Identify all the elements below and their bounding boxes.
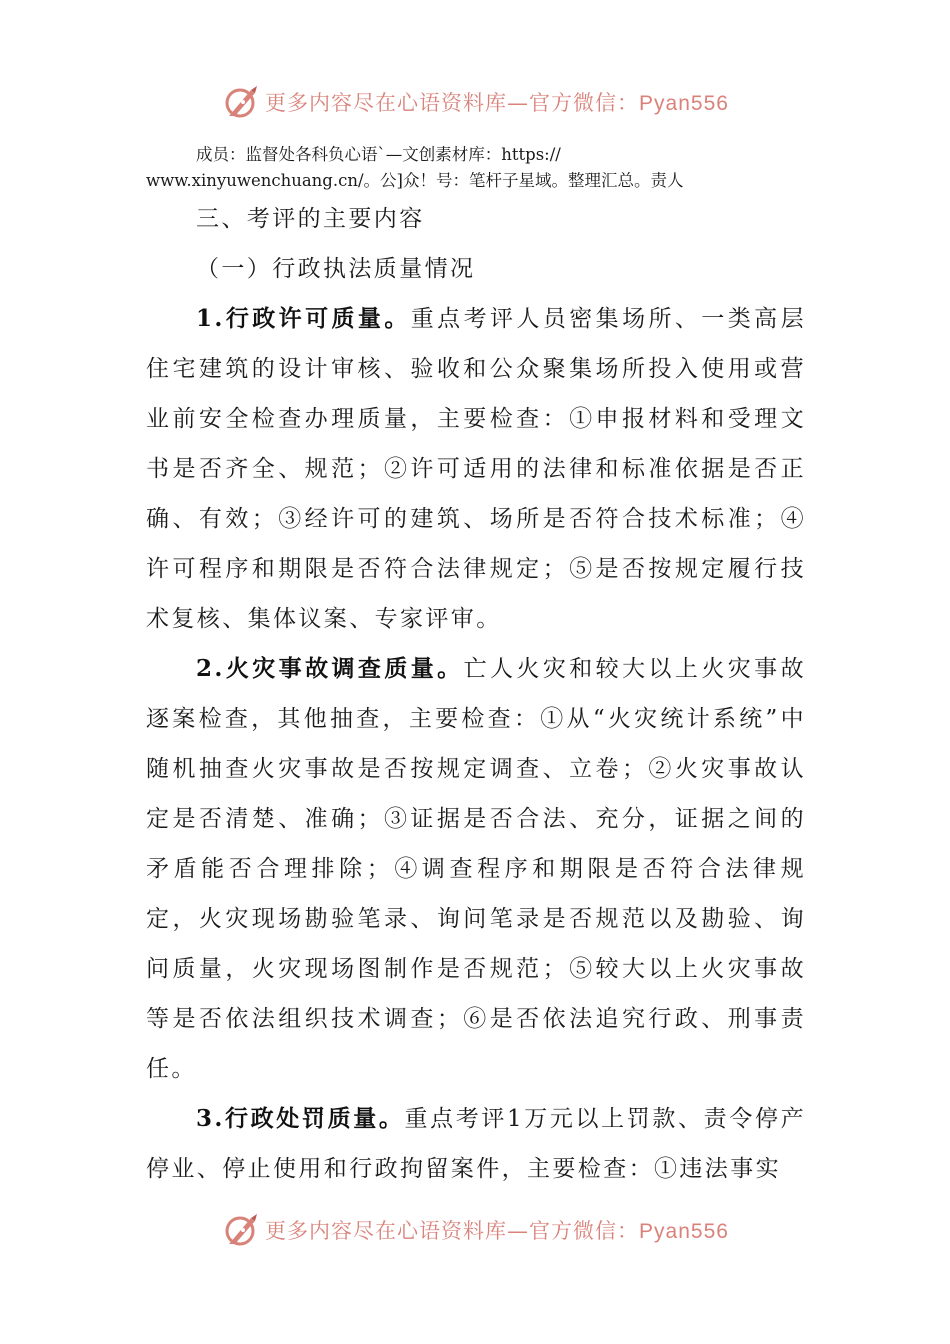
meta-line-2: www.xinyuwenchuang.cn/。公]众！号：笔杆子星域。整理汇总。责人: [146, 171, 684, 190]
item-text: 亡人火灾和较大以上火灾事故逐案检查，其他抽查，主要检查：①从“火灾统计系统”中随机抽查火灾事故是否按规定调查、立卷；②火灾事故认定是否清楚、准确；③证据是否合法、充分，证据之间的矛盾能否合理排除；④调查程序和期限是否符合法律规定，火灾现场勘验笔录、询问笔录是否规范以及勘验、询问质量，火灾现场图制作是否规范；⑤较大以上火灾事故等是否依法组织技术调查；⑥是否依法追究行政、刑事责任。: [146, 656, 806, 1082]
item-title: 3.行政处罚质量。: [196, 1105, 405, 1132]
item-title: 2.火灾事故调查质量。: [196, 655, 464, 682]
item-title: 1.行政许可质量。: [196, 305, 411, 332]
banner-text: 更多内容尽在心语资料库—官方微信：Pyan556: [265, 91, 729, 115]
item-paragraph: [146, 644, 806, 1094]
pen-quill-logo-icon: [221, 1210, 261, 1250]
item-paragraph: [146, 1094, 806, 1194]
wechat-id: Pyan556: [639, 1220, 729, 1243]
section-subheading: （一）行政执法质量情况: [196, 256, 476, 282]
pen-quill-logo-icon: [221, 82, 261, 122]
item-paragraph: [146, 294, 806, 644]
document-body: [146, 194, 806, 1194]
meta-line-1: 成员：监督处各科负心语`—文创素材库：https://: [196, 145, 561, 164]
header-meta: [146, 142, 826, 194]
item-text: 重点考评1万元以上罚款、责令停产停业、停止使用和行政拘留案件，主要检查：①违法事实: [146, 1106, 806, 1182]
footer-banner: [0, 1208, 950, 1252]
item-text: 重点考评人员密集场所、一类高层住宅建筑的设计审核、验收和公众聚集场所投入使用或营业前安全检查办理质量，主要检查：①申报材料和受理文书是否齐全、规范；②许可适用的法律和标准依据是否正确、有效；③经许可的建筑、场所是否符合技术标准；④许可程序和期限是否符合法律规定；⑤是否按规定履行技术复核、集体议案、专家评审。: [146, 306, 806, 632]
header-banner: [0, 80, 950, 124]
banner-text: 更多内容尽在心语资料库—官方微信：Pyan556: [265, 1219, 729, 1243]
wechat-id: Pyan556: [639, 92, 729, 115]
section-heading: 三、考评的主要内容: [196, 206, 425, 232]
